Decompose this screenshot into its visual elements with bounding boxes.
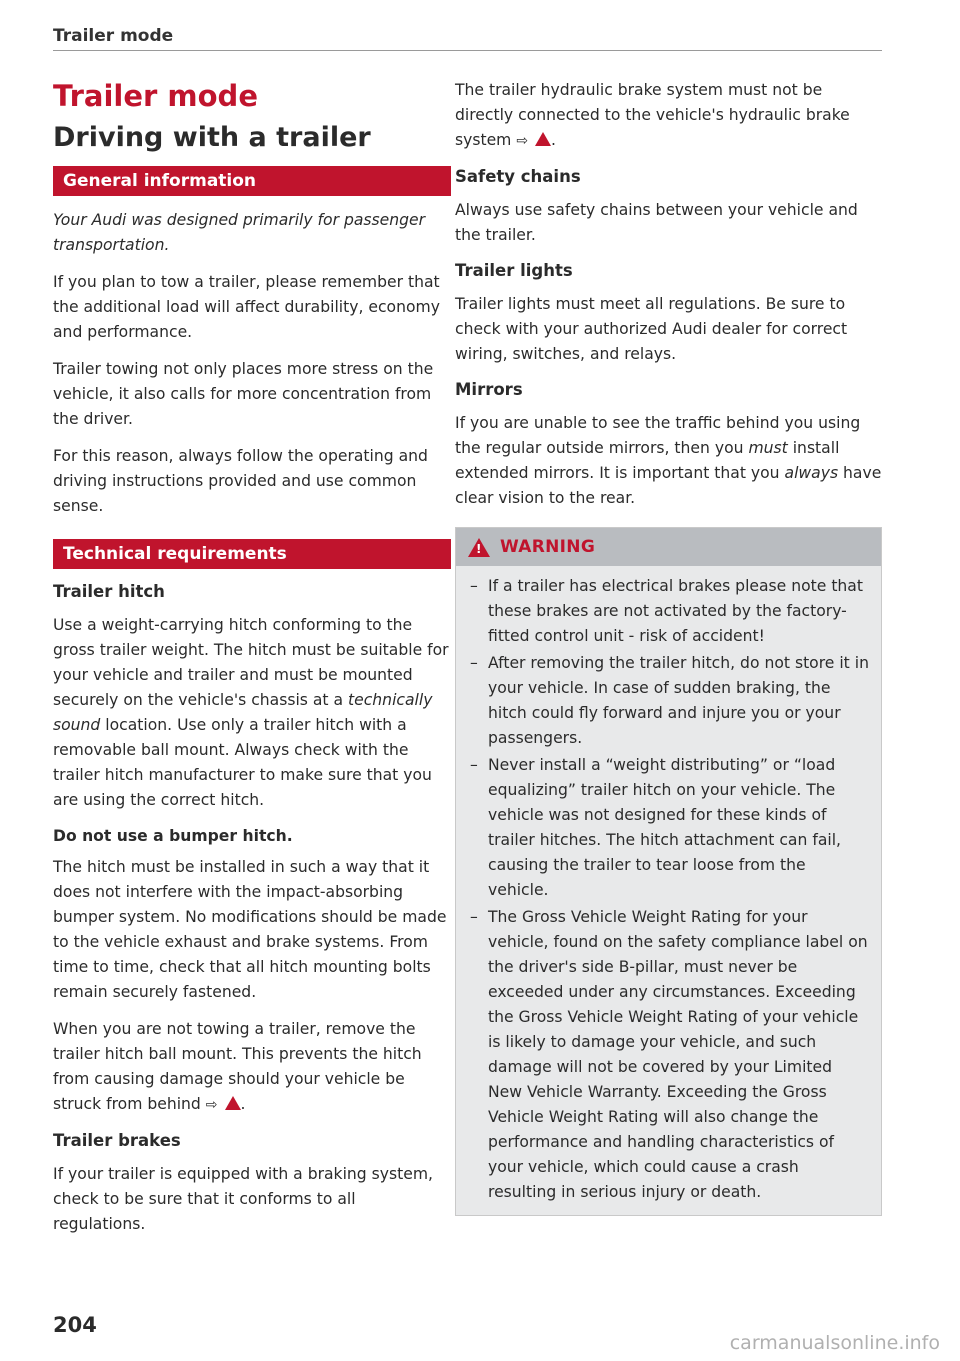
warning-item: – The Gross Vehicle Weight Rating for your vehicle, found on the safety compliance label on the driver's side B-pillar, must never be exceeded under any circumstances. Exceeding the Gross Vehicle Weight Rating of your vehicle is likely to damage your vehicle, and such damage will not be covered by your Limited New Vehicle Warranty. Exceeding the Gross Vehicle Weight Rating will also change the performance and handling characteristics of your vehicle, which could cause a crash resulting in serious injury or death. — [470, 905, 869, 1205]
warning-box — [455, 527, 882, 1216]
text-run: The trailer hydraulic brake system must not be directly connected to the vehicle's hydraulic brake system — [455, 81, 850, 149]
text-run: have clear vision to the rear. — [455, 464, 882, 507]
text-run: If you are unable to see the traffic behind you using the regular outside mirrors, then you — [455, 414, 861, 457]
text-run: Use a weight-carrying hitch conforming to the gross trailer weight. The hitch must be suitable for your vehicle and trailer and must be mounted securely on the vehicle's chassis at a — [53, 616, 449, 709]
warning-body — [456, 566, 881, 1215]
trailer-hitch-paragraph — [53, 613, 451, 813]
header-divider — [53, 50, 882, 51]
emphasis: always — [784, 464, 839, 482]
paragraph: Always use safety chains between your vehicle and the trailer. — [455, 201, 858, 244]
paragraph: The hitch must be installed in such a way that it does not interfere with the impact-absorbing bumper system. No modifications should be made to the vehicle exhaust and brake systems. From time to time, check that all hitch mounting bolts remain securely fastened. — [53, 858, 447, 1001]
page-number: 204 — [53, 1313, 97, 1337]
warning-label: WARNING — [500, 537, 596, 557]
safety-chains-heading: Safety chains — [455, 167, 581, 186]
watermark: carmanualsonline.info — [729, 1332, 940, 1354]
warning-icon — [468, 538, 490, 557]
right-column — [455, 76, 882, 1216]
cross-reference-arrow[interactable]: ⇨ — [205, 1097, 218, 1113]
trailer-lights-heading: Trailer lights — [455, 261, 573, 280]
paragraph: When you are not towing a trailer, remove the trailer hitch ball mount. This prevents the hitch from causing damage should your vehicle be struck from behind ⇨ . — [53, 1020, 422, 1113]
cross-reference-arrow[interactable]: ⇨ — [516, 133, 529, 149]
warning-triangle-icon[interactable] — [225, 1096, 241, 1110]
left-column — [53, 76, 451, 1249]
paragraph: If you plan to tow a trailer, please remember that the additional load will affect durability, economy and performance. — [53, 273, 440, 341]
mirrors-paragraph — [455, 411, 882, 511]
emphasis: technically sound — [53, 691, 433, 734]
text-run: install extended mirrors. It is important that you — [455, 439, 840, 482]
paragraph: If your trailer is equipped with a braking system, check to be sure that it conforms to all regulations. — [53, 1165, 433, 1233]
trailer-hitch-heading: Trailer hitch — [53, 582, 165, 601]
technical-requirements-heading: Technical requirements — [53, 539, 451, 569]
warning-item: – After removing the trailer hitch, do not store it in your vehicle. In case of sudden braking, the hitch could fly forward and injure you or your passengers. — [470, 651, 869, 751]
intro-paragraph: Your Audi was designed primarily for passenger transportation. — [53, 211, 426, 254]
chapter-title: Trailer mode — [53, 79, 258, 113]
running-head: Trailer mode — [53, 26, 174, 46]
warning-header — [456, 528, 881, 566]
paragraph: For this reason, always follow the operating and driving instructions provided and use common sense. — [53, 447, 428, 515]
text-run: location. Use only a trailer hitch with a removable ball mount. Always check with the trailer hitch manufacturer to make sure that you are using the correct hitch. — [53, 716, 432, 809]
warning-list — [470, 574, 869, 1205]
general-information-heading: General information — [53, 166, 451, 196]
trailer-brakes-heading: Trailer brakes — [53, 1131, 181, 1150]
section-title: Driving with a trailer — [53, 122, 371, 153]
paragraph: The trailer hydraulic brake system must not be directly connected to the vehicle's hydraulic brake system ⇨ . — [455, 81, 850, 149]
text-run: When you are not towing a trailer, remove the trailer hitch ball mount. This prevents the hitch from causing damage should your vehicle be struck from behind — [53, 1020, 422, 1113]
emphasis: must — [748, 439, 788, 457]
warning-item: – Never install a “weight distributing” or “load equalizing” trailer hitch on your vehicle. The vehicle was not designed for these kinds of trailer hitches. The hitch attachment can fail, causing the trailer to tear loose from the vehicle. — [470, 753, 869, 903]
warning-triangle-icon[interactable] — [535, 132, 551, 146]
paragraph: Trailer towing not only places more stress on the vehicle, it also calls for more concentration from the driver. — [53, 360, 434, 428]
warning-item: – If a trailer has electrical brakes please note that these brakes are not activated by the factory-fitted control unit - risk of accident! — [470, 574, 869, 649]
bumper-hitch-heading: Do not use a bumper hitch. — [53, 827, 293, 845]
paragraph: Trailer lights must meet all regulations. Be sure to check with your authorized Audi dealer for correct wiring, switches, and relays. — [455, 295, 848, 363]
mirrors-heading: Mirrors — [455, 380, 523, 399]
